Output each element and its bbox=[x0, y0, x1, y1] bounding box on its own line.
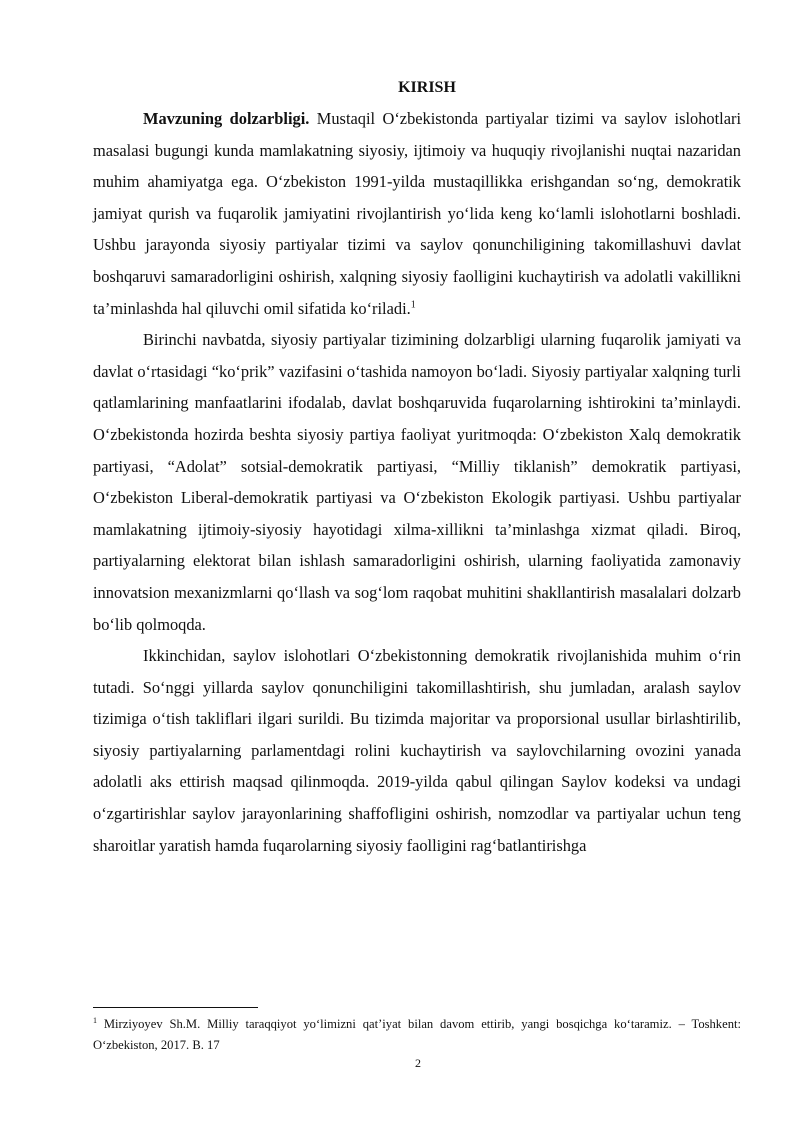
footnote-text: Mirziyoyev Sh.M. Milliy taraqqiyot yo‘limizni qat’iyat bilan davom ettirib, yangi bosqichga ko‘taramiz. – Toshkent: O‘zbekiston, 2017. B. 17 bbox=[93, 1017, 741, 1052]
paragraph-relevance bbox=[93, 103, 741, 324]
document-body bbox=[93, 77, 741, 861]
paragraph-text: Mustaqil O‘zbekistonda partiyalar tizimi va saylov islohotlari masalasi bugungi kunda mamlakatning siyosiy, ijtimoiy va huquqiy rivojlanishi nuqtai nazaridan muhim ahamiyatga ega. O‘zbekiston 1991-yilda mustaqillikka erishgandan so‘ng, demokratik jamiyat qurish va fuqarolik jamiyatini rivojlantirish yo‘lida keng ko‘lamli islohotlarni boshladi. Ushbu jarayonda siyosiy partiyalar tizimi va saylov qonunchiligining takomillashuvi davlat boshqaruvi samaradorligini oshirish, xalqning siyosiy faolligini kuchaytirish va adolatli vakillikni ta’minlashda hal qiluvchi omil sifatida ko‘riladi. bbox=[93, 109, 742, 318]
footnote bbox=[93, 1014, 741, 1056]
footnote-marker: 1 bbox=[93, 1015, 97, 1025]
page-number: 2 bbox=[415, 1056, 421, 1070]
footnote-divider bbox=[93, 1007, 258, 1008]
footnote-reference[interactable]: 1 bbox=[410, 299, 416, 311]
paragraph-electoral-reform: Ikkinchidan, saylov islohotlari O‘zbekistonning demokratik rivojlanishida muhim o‘rin tutadi. So‘nggi yillarda saylov qonunchiligini takomillashtirish, shu jumladan, aralash saylov tizimiga o‘tish takliflari ilgari surildi. Bu tizimda majoritar va proporsional usullar birlashtirilib, siyosiy partiyalarning parlamentdagi rolini kuchaytirish va saylovchilarning ovozini yanada adolatli aks ettirish maqsad qilinmoqda. 2019-yilda qabul qilingan Saylov kodeksi va undagi o‘zgartirishlar saylov jarayonlarining shaffofligini oshirish, nomzodlar va partiyalar uchun teng sharoitlar yaratish hamda fuqarolarning siyosiy faolligini rag‘batlantirishga bbox=[93, 646, 741, 855]
paragraph-party-system: Birinchi navbatda, siyosiy partiyalar tizimining dolzarbligi ularning fuqarolik jamiyati va davlat o‘rtasidagi “ko‘prik” vazifasini o‘tashida namoyon bo‘ladi. Siyosiy partiyalar xalqning turli qatlamlarining manfaatlarini ifodalab, davlat boshqaruvida fuqarolarning ishtirokini ta’minlaydi. O‘zbekistonda hozirda beshta siyosiy partiya faoliyat yuritmoqda: O‘zbekiston Xalq demokratik partiyasi, “Adolat” sotsial-demokratik partiyasi, “Milliy tiklanish” demokratik partiyasi, O‘zbekiston Liberal-demokratik partiyasi va O‘zbekiston Ekologik partiyasi. Ushbu partiyalar mamlakatning ijtimoiy-siyosiy hayotidagi xilma-xillikni ta’minlashga xizmat qiladi. Biroq, partiyalarning elektorat bilan ishlash samaradorligini oshirish, ularning faoliyatida zamonaviy innovatsion mexanizmlarni qo‘llash va sog‘lom raqobat muhitini shakllantirish masalalari dolzarb bo‘lib qolmoqda. bbox=[93, 330, 741, 634]
section-title: KIRISH bbox=[398, 79, 456, 96]
paragraph-lead: Mavzuning dolzarbligi. bbox=[143, 109, 310, 128]
